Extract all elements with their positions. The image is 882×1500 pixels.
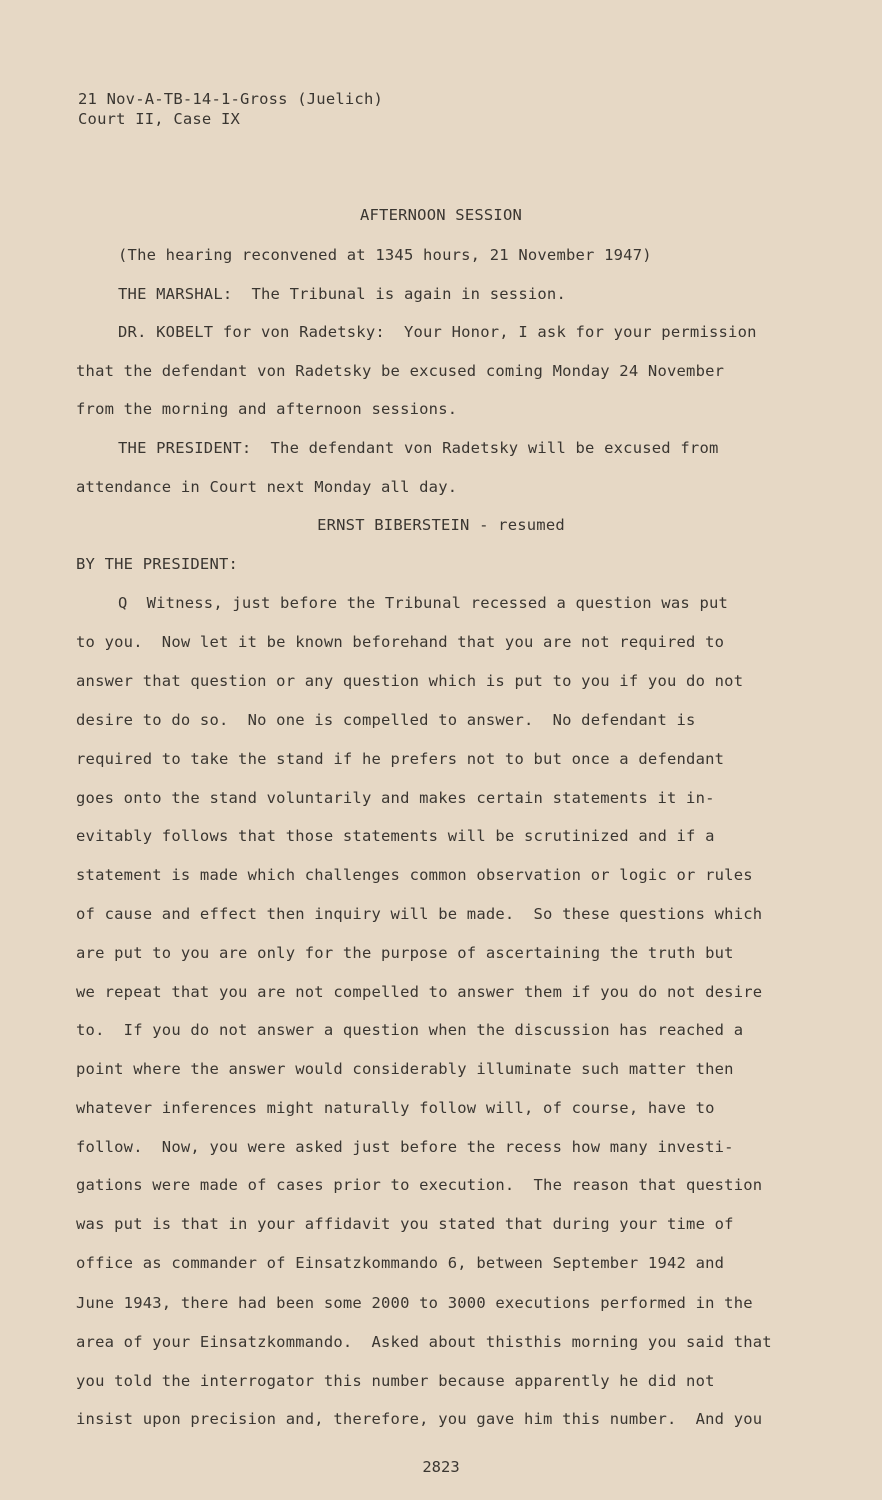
text-line: insist upon precision and, therefore, you gave him this number. And you xyxy=(76,1410,763,1428)
text-line: goes onto the stand voluntarily and makes certain statements it in- xyxy=(76,789,715,807)
witness-heading: ERNST BIBERSTEIN - resumed xyxy=(317,516,565,534)
text-line: from the morning and afternoon sessions. xyxy=(76,400,458,418)
text-line: you told the interrogator this number because apparently he did not xyxy=(76,1372,715,1390)
text-line: THE PRESIDENT: The defendant von Radetsky will be excused from xyxy=(118,439,719,457)
header-line-1: 21 Nov-A-TB-14-1-Gross (Juelich) xyxy=(78,90,384,108)
text-line: evitably follows that those statements will be scrutinized and if a xyxy=(76,827,715,845)
text-line: statement is made which challenges common observation or logic or rules xyxy=(76,866,753,884)
text-line: answer that question or any question which is put to you if you do not xyxy=(76,672,744,690)
text-line: to. If you do not answer a question when the discussion has reached a xyxy=(76,1021,744,1039)
text-line: area of your Einsatzkommando. Asked about thisthis morning you said that xyxy=(76,1333,772,1351)
text-line: DR. KOBELT for von Radetsky: Your Honor, I ask for your permission xyxy=(118,323,757,341)
examiner-heading: BY THE PRESIDENT: xyxy=(76,555,239,573)
text-line: are put to you are only for the purpose of ascertaining the truth but xyxy=(76,944,734,962)
text-line: of cause and effect then inquiry will be made. So these questions which xyxy=(76,905,763,923)
text-line: that the defendant von Radetsky be excused coming Monday 24 November xyxy=(76,362,725,380)
text-line: office as commander of Einsatzkommando 6, between September 1942 and xyxy=(76,1254,725,1272)
text-line: point where the answer would considerably illuminate such matter then xyxy=(76,1060,734,1078)
page-number: 2823 xyxy=(422,1458,460,1476)
text-line: Q Witness, just before the Tribunal recessed a question was put xyxy=(118,594,729,612)
text-line: was put is that in your affidavit you stated that during your time of xyxy=(76,1215,734,1233)
text-line: desire to do so. No one is compelled to answer. No defendant is xyxy=(76,711,696,729)
session-title: AFTERNOON SESSION xyxy=(359,206,523,224)
text-line: attendance in Court next Monday all day. xyxy=(76,478,458,496)
text-line: we repeat that you are not compelled to answer them if you do not desire xyxy=(76,983,763,1001)
text-line: June 1943, there had been some 2000 to 3000 executions performed in the xyxy=(76,1294,753,1312)
text-line: to you. Now let it be known beforehand that you are not required to xyxy=(76,633,725,651)
text-line: gations were made of cases prior to execution. The reason that question xyxy=(76,1176,763,1194)
text-line: THE MARSHAL: The Tribunal is again in session. xyxy=(118,285,566,303)
header-line-2: Court II, Case IX xyxy=(78,110,241,128)
text-line: (The hearing reconvened at 1345 hours, 21 November 1947) xyxy=(118,246,652,264)
text-line: whatever inferences might naturally follow will, of course, have to xyxy=(76,1099,715,1117)
text-line: follow. Now, you were asked just before the recess how many investi- xyxy=(76,1138,734,1156)
text-line: required to take the stand if he prefers not to but once a defendant xyxy=(76,750,725,768)
